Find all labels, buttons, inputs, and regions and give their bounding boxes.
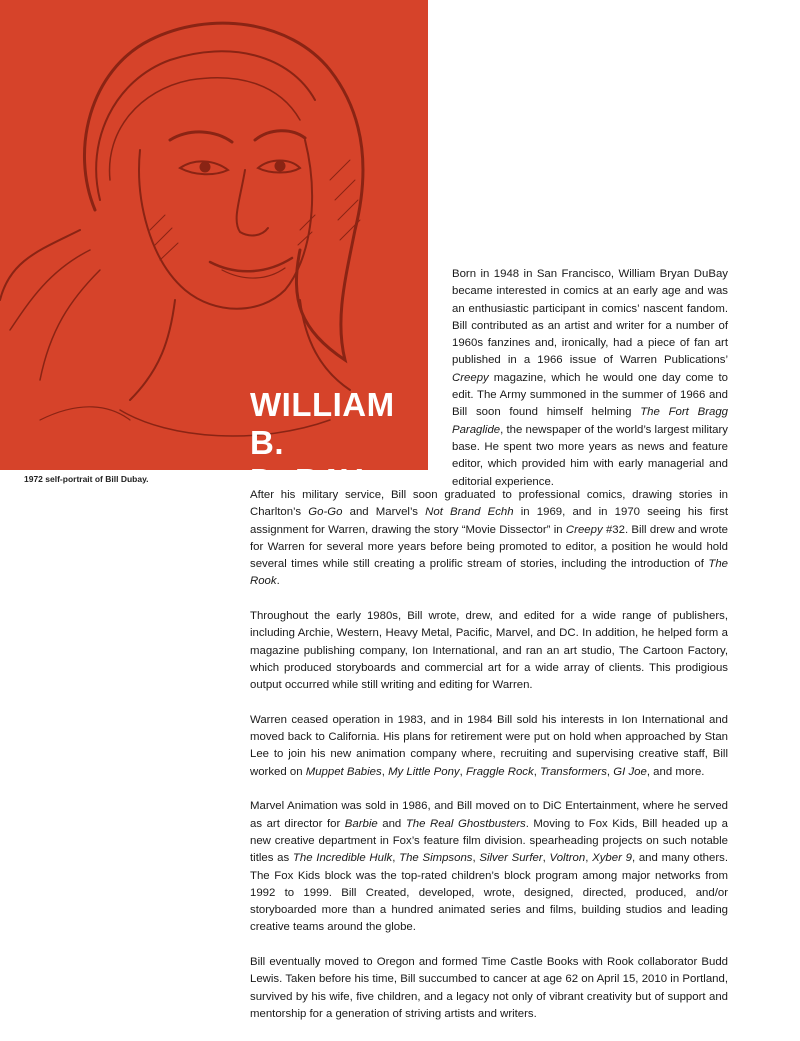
text-run: , and many others. The Fox Kids block was the top-rated children’s block program among major networks from 1992 to 1999. Bill Created, developed, wrote, designed, directed, produced, and/or storyboarded more than a hundred animated series and films, building studios and leading creative teams around the globe.	[250, 852, 728, 934]
italic-title: Go-Go	[308, 506, 343, 519]
text-run: #32. Bill drew and wrote for Warren for several more years before being promoted to editor, a position he would hold several times while still creating a prolific stream of stories, including the introduction of	[250, 523, 728, 571]
title-line-1: WILLIAM B.	[250, 386, 395, 461]
text-run: , the newspaper of the world’s largest military base. He spent two more years as news and feature editor, which provided him with early managerial and editorial experience.	[452, 423, 728, 488]
text-run: Marvel Animation was sold in 1986, and Bill moved on to DiC Entertainment, where he served as art director for	[250, 800, 728, 830]
text-run: ,	[392, 852, 400, 865]
italic-title: GI Joe	[613, 765, 647, 778]
text-run: ,	[542, 852, 550, 865]
italic-title: The Rook	[250, 558, 728, 588]
italic-title: The Real Ghostbusters	[405, 817, 526, 830]
body-paragraph	[250, 712, 728, 781]
body-paragraph	[250, 487, 728, 591]
body-paragraph	[250, 954, 728, 1023]
text-run: magazine, which he would one day come to edit. The Army summoned in the summer of 1966 and Bill soon found himself helming	[452, 371, 728, 419]
title-line-2: DuBAY	[250, 462, 364, 499]
italic-title: Xyber 9	[592, 852, 632, 865]
text-run: and	[377, 817, 406, 830]
intro-paragraph	[452, 266, 728, 491]
text-run: ,	[606, 765, 614, 778]
italic-title: Creepy	[452, 371, 489, 384]
italic-title: Creepy	[565, 523, 603, 536]
italic-title: The Fort Bragg Paraglide	[452, 406, 729, 436]
body-paragraph	[250, 608, 728, 694]
text-run: and Marvel’s	[342, 506, 426, 519]
body-paragraph	[250, 798, 728, 936]
italic-title: Muppet Babies	[305, 765, 382, 778]
italic-title: Fraggle Rock	[465, 765, 534, 778]
italic-title: Voltron	[549, 852, 586, 865]
biography-body	[250, 487, 728, 1041]
text-run: Throughout the early 1980s, Bill wrote, drew, and edited for a wide range of publishers, including Archie, Western, Heavy Metal, Pacific, Marvel, and DC. In addition, he helped form a magazine publishing company, Ion International, and ran an art studio, The Cartoon Factory, which produced storyboards and commercial art for a wide array of clients. This prodigious output occurred while still writing and editing for Warren.	[250, 610, 728, 692]
text-run: ,	[381, 765, 389, 778]
text-run: Born in 1948 in San Francisco, William Bryan DuBay became interested in comics at an early age and was an enthusiastic participant in comics’ nascent fandom. Bill contributed as an artist and writer for a number of 1960s fanzines and, ironically, had a piece of fan art published in a 1966 issue of Warren Publications’	[452, 268, 728, 367]
italic-title: The Incredible Hulk	[292, 852, 393, 865]
text-run: ,	[533, 765, 541, 778]
text-run: ,	[585, 852, 593, 865]
italic-title: The Simpsons	[399, 852, 473, 865]
text-run: .	[276, 575, 280, 588]
text-run: Bill eventually moved to Oregon and formed Time Castle Books with Rook collaborator Budd Lewis. Taken before his time, Bill succumbed to cancer at age 62 on April 15, 2010 in Portland, survived by his wife, five children, and a legacy not only of vibrant creativity but of support and mentorship for a generation of striving artists and writers.	[250, 956, 728, 1020]
text-run: After his military service, Bill soon graduated to professional comics, drawing stories in Charlton’s	[250, 489, 728, 519]
italic-title: Barbie	[344, 817, 378, 830]
italic-title: Transformers	[540, 765, 607, 778]
text-run: Warren ceased operation in 1983, and in 1984 Bill sold his interests in Ion International and moved back to California. His plans for retirement were put on hold when approached by Stan Lee to join his new animation company where, recruiting and supervising creative staff, Bill worked on	[250, 713, 728, 778]
page-title	[250, 386, 428, 500]
image-caption: 1972 self-portrait of Bill Dubay.	[24, 474, 149, 484]
text-run: ,	[459, 765, 466, 778]
text-run: ,	[472, 852, 480, 865]
text-run: . Moving to Fox Kids, Bill headed up a new creative department in Fox’s feature film division. spearheading projects on such notable titles as	[250, 817, 728, 865]
text-run: in 1969, and in 1970 seeing his first assignment for Warren, drawing the story “Movie Dissector” in	[250, 506, 729, 536]
italic-title: Silver Surfer	[479, 852, 543, 865]
italic-title: My Little Pony	[388, 765, 460, 778]
text-run: , and more.	[646, 765, 705, 778]
italic-title: Not Brand Echh	[425, 506, 514, 519]
